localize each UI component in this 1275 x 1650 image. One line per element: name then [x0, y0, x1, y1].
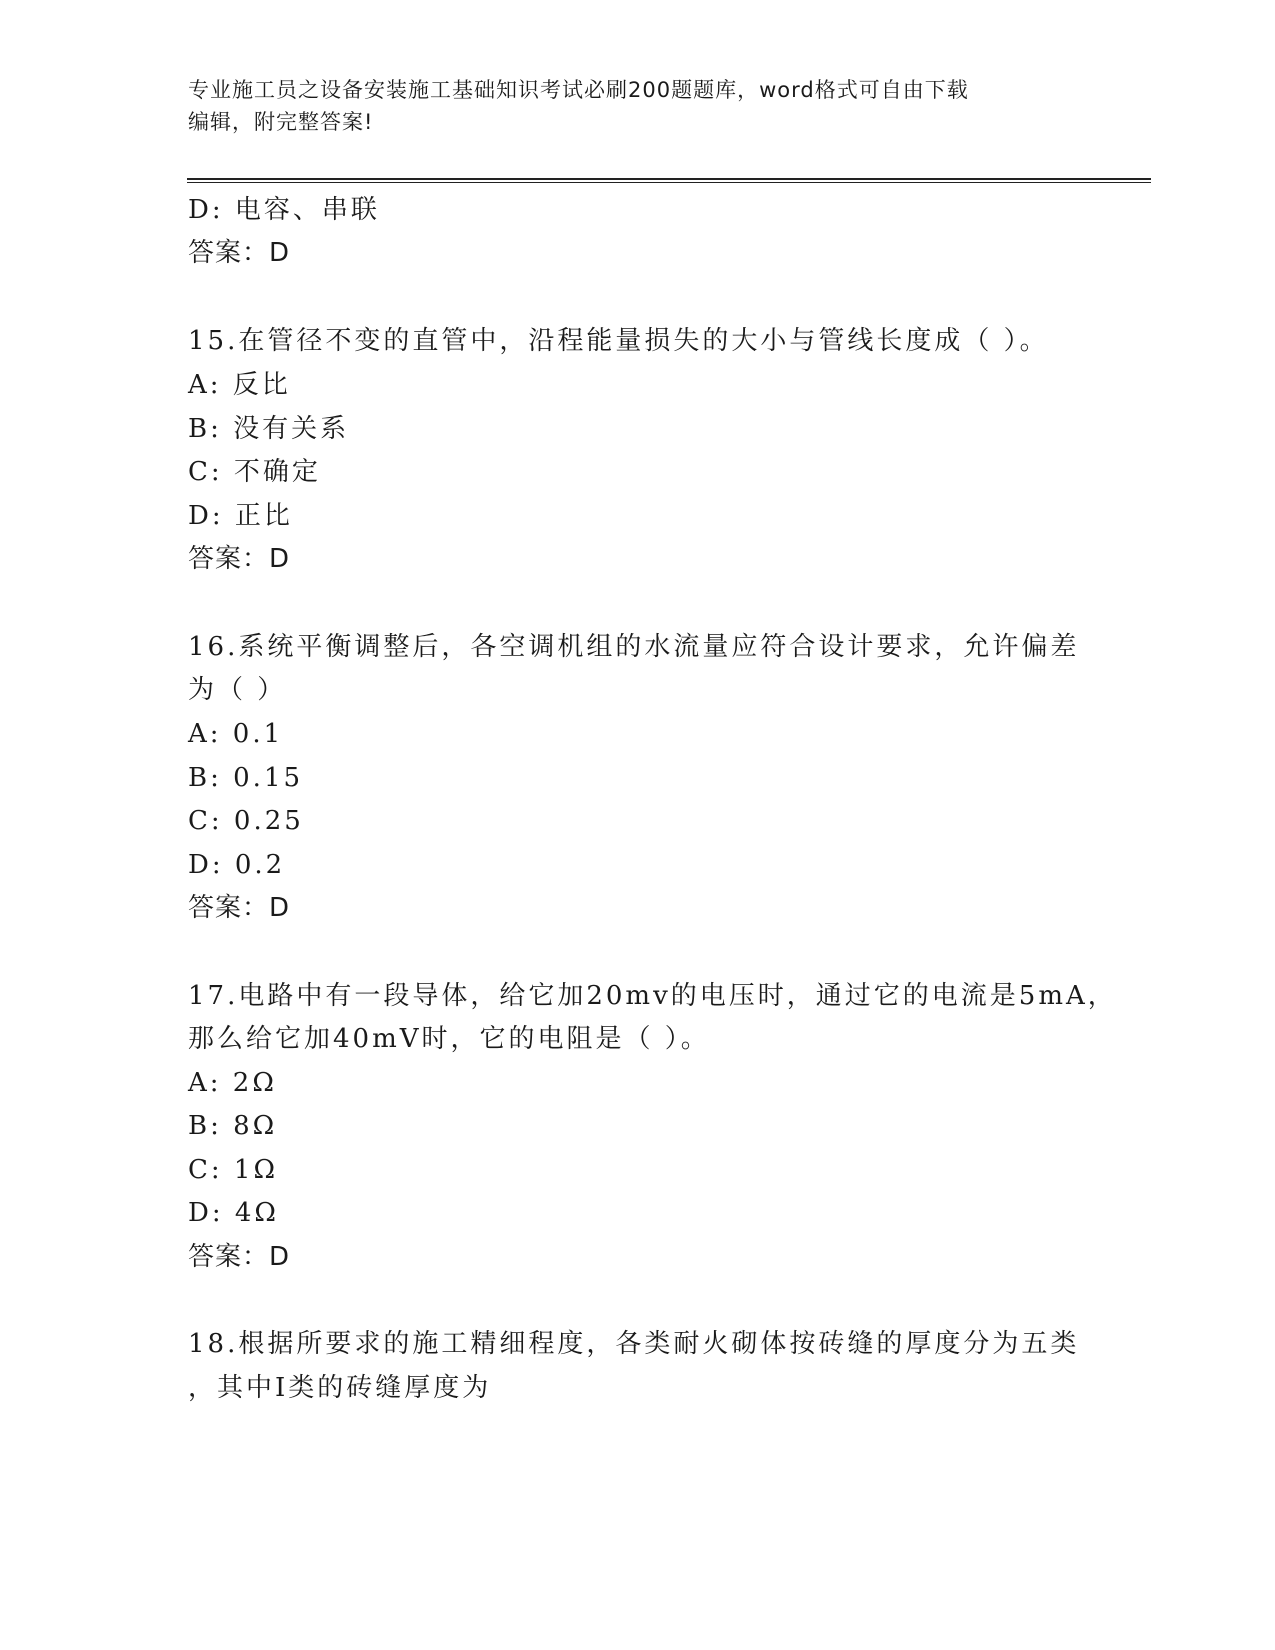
q18-stem-line1: 18.根据所要求的施工精细程度，各类耐火砌体按砖缝的厚度分为五类: [188, 1329, 1080, 1359]
q17-option-c: C: 1Ω: [188, 1155, 279, 1185]
q15-option-c: C: 不确定: [188, 457, 321, 487]
q16-option-c: C: 0.25: [188, 806, 304, 836]
q17-answer: 答案：D: [188, 1242, 291, 1272]
q17-option-d: D: 4Ω: [188, 1198, 279, 1228]
q16-option-d: D: 0.2: [188, 850, 286, 880]
q18-stem-line2: ，其中I类的砖缝厚度为: [188, 1373, 492, 1403]
page-header: [188, 74, 1068, 138]
q16-option-a: A: 0.1: [188, 719, 284, 749]
q14-option-d: D: 电容、串联: [188, 195, 380, 225]
q16-stem-line1: 16.系统平衡调整后，各空调机组的水流量应符合设计要求，允许偏差: [188, 632, 1080, 662]
header-divider: [187, 178, 1151, 183]
q17-option-b: B: 8Ω: [188, 1111, 278, 1141]
q15-option-d: D: 正比: [188, 501, 293, 531]
q16-stem-line2: 为（ ）: [188, 675, 287, 705]
q15-answer: 答案：D: [188, 544, 291, 574]
q17-stem-line1: 17.电路中有一段导体，给它加20mv的电压时，通过它的电流是5mA，: [188, 981, 1117, 1011]
q15-option-b: B: 没有关系: [188, 414, 350, 444]
q16-answer: 答案：D: [188, 893, 291, 923]
q17-stem-line2: 那么给它加40mV时，它的电阻是（ ）。: [188, 1024, 710, 1054]
header-title-line1: 专业施工员之设备安装施工基础知识考试必刷200题题库，word格式可自由下载: [188, 78, 969, 102]
q15-stem: 15.在管径不变的直管中，沿程能量损失的大小与管线长度成（ ）。: [188, 326, 1049, 356]
q17-option-a: A: 2Ω: [188, 1068, 277, 1098]
q15-option-a: A: 反比: [188, 370, 291, 400]
q14-answer: 答案：D: [188, 238, 291, 268]
header-title-line2: 编辑，附完整答案!: [188, 110, 374, 134]
q16-option-b: B: 0.15: [188, 763, 304, 793]
